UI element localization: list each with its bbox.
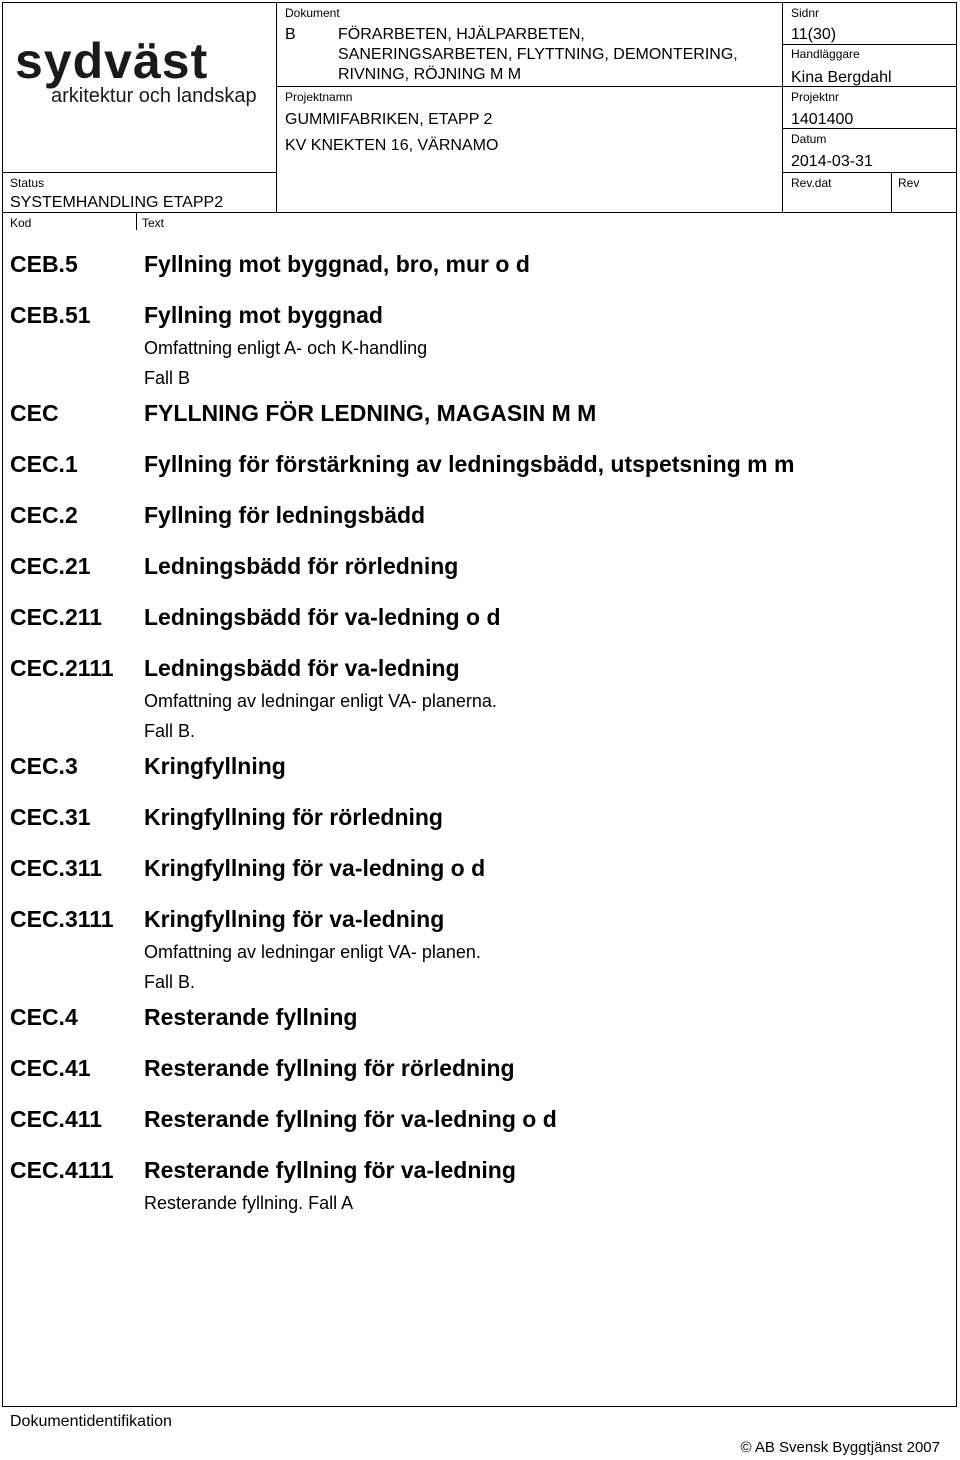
entry-code: CEC.1 xyxy=(10,451,78,477)
entry-note: Omfattning av ledningar enligt VA- planen. xyxy=(144,942,481,962)
spec-entry xyxy=(0,803,960,831)
dokument-right-rule xyxy=(782,2,783,212)
handlaggare-label: Handläggare xyxy=(791,47,860,61)
kod-divider xyxy=(136,212,137,230)
spec-entry xyxy=(0,501,960,529)
text-label: Text xyxy=(142,216,165,230)
spec-entry xyxy=(0,250,960,278)
logo-brand: sydväst xyxy=(15,33,209,89)
entry-code: CEC.411 xyxy=(10,1106,103,1132)
entry-code: CEB.5 xyxy=(10,251,78,277)
entry-heading: Fyllning mot byggnad, bro, mur o d xyxy=(144,251,530,277)
sidnr-value: 11(30) xyxy=(791,26,837,43)
entry-code: CEC.2 xyxy=(10,502,78,528)
status-label: Status xyxy=(10,176,45,190)
entry-code: CEC.3111 xyxy=(10,906,114,932)
specification-entries xyxy=(0,250,960,1224)
entry-heading: Fyllning mot byggnad xyxy=(144,302,383,328)
entry-heading: Resterande fyllning för va-ledning o d xyxy=(144,1106,557,1132)
spec-entry xyxy=(0,854,960,882)
spec-entry xyxy=(0,399,960,427)
dokument-label: Dokument xyxy=(285,6,340,20)
entry-code: CEC.31 xyxy=(10,804,91,830)
projektnamn-line-1: GUMMIFABRIKEN, ETAPP 2 xyxy=(285,111,493,128)
entry-note: Omfattning av ledningar enligt VA- planerna. xyxy=(144,691,497,711)
entry-note: Resterande fyllning. Fall A xyxy=(144,1193,354,1213)
projektnamn-line-2: KV KNEKTEN 16, VÄRNAMO xyxy=(285,137,499,154)
header-bottom-rule xyxy=(2,212,957,213)
entry-note: Fall B xyxy=(144,368,191,388)
spec-entry xyxy=(0,552,960,580)
entry-code: CEC.311 xyxy=(10,855,103,881)
dokument-title-line-1: FÖRARBETEN, HJÄLPARBETEN, xyxy=(338,26,585,43)
entry-heading: Resterande fyllning för va-ledning xyxy=(144,1157,516,1183)
entry-note: Fall B. xyxy=(144,721,196,741)
entry-note: Omfattning enligt A- och K-handling xyxy=(144,338,428,358)
dokument-title-line-3: RIVNING, RÖJNING M M xyxy=(338,66,522,83)
projektnamn-label: Projektnamn xyxy=(285,90,353,104)
entry-code: CEC.2111 xyxy=(10,655,114,681)
logo-tagline: arkitektur och landskap xyxy=(51,85,257,107)
entry-heading: Resterande fyllning för rörledning xyxy=(144,1055,515,1081)
entry-heading: Ledningsbädd för rörledning xyxy=(144,553,459,579)
entry-heading: Kringfyllning för va-ledning xyxy=(144,906,445,932)
spec-entry xyxy=(0,603,960,631)
entry-heading: Fyllning för förstärkning av ledningsbädd, utspetsning m m xyxy=(144,451,795,477)
spec-entry xyxy=(0,1105,960,1133)
spec-entry xyxy=(0,301,960,393)
document-identification: Dokumentidentifikation xyxy=(10,1413,172,1430)
entry-heading: Fyllning för ledningsbädd xyxy=(144,502,426,528)
entry-code: CEC xyxy=(10,400,59,426)
revdat-label: Rev.dat xyxy=(791,176,832,190)
rev-label: Rev xyxy=(898,176,920,190)
dokument-code: B xyxy=(285,26,296,43)
handlaggare-value: Kina Bergdahl xyxy=(791,69,892,86)
spec-entry xyxy=(0,905,960,997)
dokument-bottom-rule xyxy=(276,86,782,87)
sidnr-bottom-rule xyxy=(782,44,957,45)
entry-heading: Kringfyllning för rörledning xyxy=(144,804,443,830)
spec-entry xyxy=(0,1003,960,1031)
copyright: © AB Svensk Byggtjänst 2007 xyxy=(740,1439,940,1456)
entry-code: CEB.51 xyxy=(10,302,91,328)
spec-entry xyxy=(0,654,960,746)
entry-code: CEC.3 xyxy=(10,753,78,779)
entry-heading: Kringfyllning xyxy=(144,753,286,779)
spec-entry xyxy=(0,450,960,478)
logo-right-rule xyxy=(276,2,277,212)
entry-heading: Ledningsbädd för va-ledning xyxy=(144,655,460,681)
entry-code: CEC.211 xyxy=(10,604,103,630)
entry-code: CEC.21 xyxy=(10,553,91,579)
entry-heading: FYLLNING FÖR LEDNING, MAGASIN M M xyxy=(144,400,597,426)
sydvast-logo xyxy=(15,30,265,110)
datum-bottom-rule xyxy=(782,172,957,173)
spec-entry xyxy=(0,1156,960,1218)
entry-heading: Resterande fyllning xyxy=(144,1004,358,1030)
revdat-right-rule xyxy=(891,172,892,212)
dokument-title-line-2: SANERINGSARBETEN, FLYTTNING, DEMONTERING, xyxy=(338,46,738,63)
entry-heading: Ledningsbädd för va-ledning o d xyxy=(144,604,501,630)
sidnr-label: Sidnr xyxy=(791,6,820,20)
spec-entry xyxy=(0,752,960,780)
status-top-rule xyxy=(2,172,276,173)
entry-heading: Kringfyllning för va-ledning o d xyxy=(144,855,486,881)
spec-entry xyxy=(0,1054,960,1082)
entry-code: CEC.4111 xyxy=(10,1157,114,1183)
entry-note: Fall B. xyxy=(144,972,196,992)
status-value: SYSTEMHANDLING ETAPP2 xyxy=(10,194,224,211)
entry-code: CEC.41 xyxy=(10,1055,91,1081)
kod-label: Kod xyxy=(10,216,32,230)
projektnr-value: 1401400 xyxy=(791,111,854,128)
entry-code: CEC.4 xyxy=(10,1004,78,1030)
datum-value: 2014-03-31 xyxy=(791,153,873,170)
projektnr-label: Projektnr xyxy=(791,90,840,104)
datum-label: Datum xyxy=(791,132,827,146)
